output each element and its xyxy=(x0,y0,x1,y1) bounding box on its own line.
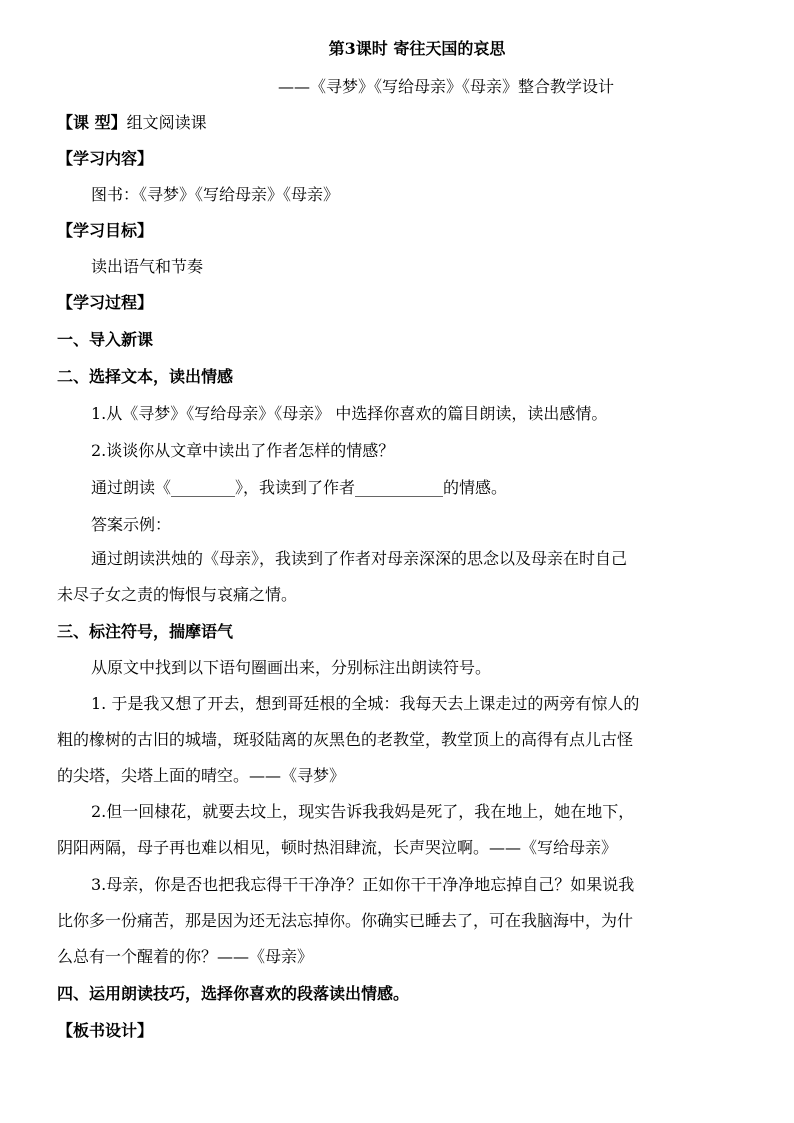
document-title: 第3课时 寄往天国的哀思 xyxy=(328,39,506,58)
process-heading: 【学习过程】 xyxy=(57,293,154,312)
section-3-heading: 三、标注符号，揣摩语气 xyxy=(57,622,234,641)
document-subtitle: ——《寻梦》《写给母亲》《母亲》整合教学设计 xyxy=(277,77,614,96)
section-3-item-3-line-3: 么总有一个醒着的你？——《母亲》 xyxy=(57,947,314,966)
section-3-intro: 从原文中找到以下语句圈画出来，分别标注出朗读符号。 xyxy=(91,658,492,677)
section-2-template: 通过朗读《________》，我读到了作者___________的情感。 xyxy=(91,478,508,497)
section-3-item-1-line-3: 的尖塔，尖塔上面的晴空。——《寻梦》 xyxy=(57,766,346,785)
section-3-item-2-line-2: 阴阳两隔，母子再也难以相见，顿时热泪肆流，长声哭泣啊。——《写给母亲》 xyxy=(57,838,618,857)
lesson-type-label: 【课 型】 xyxy=(57,113,127,132)
section-2-heading: 二、选择文本，读出情感 xyxy=(57,367,234,386)
section-2-item-2: 2.谈谈你从文章中读出了作者怎样的情感？ xyxy=(91,441,395,460)
section-2-item-1: 1.从《寻梦》《写给母亲》《母亲》 中选择你喜欢的篇目朗读，读出感情。 xyxy=(91,404,608,423)
section-4-heading: 四、运用朗读技巧，选择你喜欢的段落读出情感。 xyxy=(57,984,410,1003)
content-text: 图书：《寻梦》《写给母亲》《母亲》 xyxy=(91,185,340,204)
section-2-answer-line-1: 通过朗读洪烛的《母亲》，我读到了作者对母亲深深的思念以及母亲在时自己 xyxy=(91,549,628,568)
lesson-type-value: 组文阅读课 xyxy=(126,113,207,132)
section-3-item-1-line-2: 粗的橡树的古旧的城墙，斑驳陆离的灰黑色的老教堂，教堂顶上的高得有点儿古怪 xyxy=(57,730,634,749)
goal-text: 读出语气和节奏 xyxy=(91,257,204,276)
section-3-item-1-line-1: 1. 于是我又想了开去，想到哥廷根的全城：我每天去上课走过的两旁有惊人的 xyxy=(91,694,640,713)
section-2-answer-label: 答案示例： xyxy=(91,515,172,534)
goal-heading: 【学习目标】 xyxy=(57,221,154,240)
content-heading: 【学习内容】 xyxy=(57,149,154,168)
section-3-item-3-line-1: 3.母亲，你是否也把我忘得干干净净？正如你干干净净地忘掉自己？如果说我 xyxy=(91,875,635,894)
lesson-type-row xyxy=(57,112,747,134)
board-design-heading: 【板书设计】 xyxy=(57,1021,154,1040)
section-1-heading: 一、导入新课 xyxy=(57,330,154,349)
section-3-item-2-line-1: 2.但一回棣花，就要去坟上，现实告诉我我妈是死了，我在地上，她在地下， xyxy=(91,802,635,821)
section-3-item-3-line-2: 比你多一份痛苦，那是因为还无法忘掉你。你确实已睡去了，可在我脑海中，为什 xyxy=(57,911,634,930)
section-2-answer-line-2: 未尽子女之责的悔恨与哀痛之情。 xyxy=(57,585,298,604)
